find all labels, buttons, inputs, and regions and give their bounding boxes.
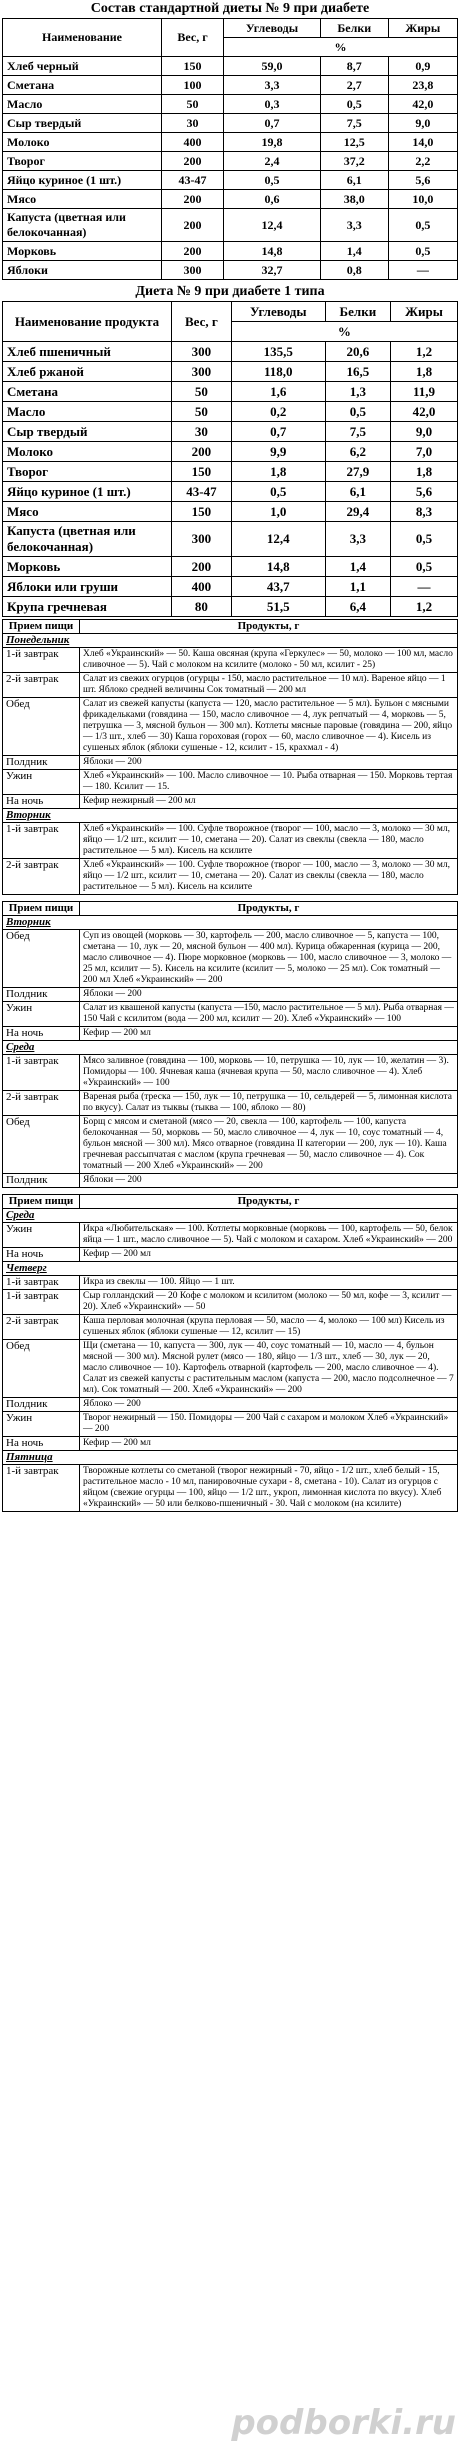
food-row [3,462,458,482]
meal-products: Яблоки — 200 [80,988,458,1002]
meal-name: 2-й завтрак [3,673,80,698]
meal-products: Салат из свежей капусты (капуста — 120, масло растительное — 5 мл). Бульон с мясными фрикадельками (говядина — 150, масло сливочное — 4, лук репчатый — 4, морковь — 5, петрушка — 3, мясной бульон — 300 мл). Котлеты мясные паровые (говядина — 200, яйцо — 1/3 шт., хлеб — 30) Каша гороховая (горох — 60, масло сливочное — 4). Кисель из сушеных яблок (яблоки сушеные - 12, ксилит - 15, крахмал - 4) [80,698,458,756]
menu-row [3,930,458,988]
food-fat: 10,0 [388,190,457,209]
menu-rows [3,916,458,1188]
menu-row [3,988,458,1002]
food-weight: 400 [162,133,224,152]
food-protein: 1,3 [325,382,390,402]
food-name: Хлеб пшеничный [3,342,172,362]
meal-products: Суп из овощей (морковь — 30, картофель — 200, масло сливочное — 5, капуста — 100, сметана — 10, лук — 20, мясной бульон — 400 мл). Курица обжаренная (курица — 200, масло сливочное — 4). Пюре морковное (морковь — 100, масло сливочное — 3, молоко — 25 мл, ксилит — 5). Кисель на ксилите (ксилит — 5, молоко — 25 мл). Сок томатный — 200 мл Хлеб «Украинский» — 200 [80,930,458,988]
meal-name: Полдник [3,988,80,1002]
food-protein: 29,4 [325,502,390,522]
meal-products: Яблоки — 200 [80,1174,458,1188]
menu-rows [3,634,458,895]
food-name: Яблоки или груши [3,577,172,597]
food-fat: 42,0 [388,95,457,114]
food-protein: 20,6 [325,342,390,362]
food-protein: 0,8 [320,261,388,280]
food-carbs: 0,5 [231,482,325,502]
food-carbs: 43,7 [231,577,325,597]
meal-name: Ужин [3,770,80,795]
food-fat: 42,0 [391,402,458,422]
menu-row [3,1116,458,1174]
food-weight: 300 [172,522,232,557]
day-label: Среда [3,1209,458,1223]
food-protein: 3,3 [320,209,388,242]
food-row [3,242,458,261]
meal-name: На ночь [3,1437,80,1451]
food-fat: 7,0 [391,442,458,462]
food-name: Хлеб ржаной [3,362,172,382]
meal-products: Щи (сметана — 10, капуста — 300, лук — 40, соус томатный — 10, масло — 4, бульон мясной — 300 мл). Мясной рулет (мясо — 180, яйцо — 1/3 шт., хлеб — 30, лук — 20, масло сливочное — 10). Картофель отварной (картофель — 200, масло сливочное — 4). Салат из свежей капусты с растительным маслом (капуста — 200, масло подсолнечное — 7 мл). Сок томатный — 200. Хлеб «Украинский» — 200 [80,1340,458,1398]
food-name: Морковь [3,242,162,261]
food-carbs: 14,8 [224,242,321,261]
food-name: Творог [3,152,162,171]
food-row [3,133,458,152]
food-weight: 300 [162,261,224,280]
food-row [3,362,458,382]
food-fat: 23,8 [388,76,457,95]
meal-header: Прием пищи [3,1195,80,1209]
menu-row [3,1091,458,1116]
meal-products: Икра «Любительская» — 100. Котлеты морковные (морковь — 100, картофель — 50, белок яйца — 1 шт., масло сливочное — 5). Чай с молоком и сахаром. Хлеб «Украинский» — 200 [80,1223,458,1248]
meal-name: 1-й завтрак [3,1055,80,1091]
weekly-menu-table-1 [2,619,458,895]
food-protein: 7,5 [320,114,388,133]
food-fat: 1,2 [391,342,458,362]
food-name: Хлеб черный [3,57,162,76]
food-row [3,76,458,95]
meal-products: Кефир — 200 мл [80,1027,458,1041]
col-fat-header: Жиры [388,19,457,38]
menu-row [3,1398,458,1412]
food-name: Молоко [3,133,162,152]
food-protein: 8,7 [320,57,388,76]
food-fat: 9,0 [388,114,457,133]
food-name: Мясо [3,502,172,522]
food-fat: 2,2 [388,152,457,171]
food-protein: 1,1 [325,577,390,597]
food-carbs: 14,8 [231,557,325,577]
food-weight: 100 [162,76,224,95]
menu-row [3,770,458,795]
meal-name: Обед [3,1116,80,1174]
food-carbs: 9,9 [231,442,325,462]
food-weight: 300 [172,362,232,382]
food-name: Масло [3,95,162,114]
food-carbs: 1,6 [231,382,325,402]
food-carbs: 51,5 [231,597,325,617]
meal-products: Творожные котлеты со сметаной (творог нежирный - 70, яйцо - 1/2 шт., хлеб белый - 15, растительное масло - 10 мл, панировочные сухари - 8, сметана - 10). Салат из огурцов с яйцом (свежие огурцы — 100, яйцо — 1/2 шт., укроп, лимонная кислота по вкусу). Хлеб «Украинский» — 50 или белково-пшеничный - 30. Чай с молоком (на ксилите) [80,1465,458,1512]
food-fat: 5,6 [388,171,457,190]
food-fat: 0,5 [391,557,458,577]
menu-row [3,1465,458,1512]
food-name: Сыр твердый [3,114,162,133]
food-carbs: 3,3 [224,76,321,95]
day-row [3,1041,458,1055]
food-name: Сметана [3,382,172,402]
food-name: Сыр твердый [3,422,172,442]
menu-row [3,1248,458,1262]
food-carbs: 19,8 [224,133,321,152]
meal-products: Сыр голландский — 20 Кофе с молоком и ксилитом (молоко — 50 мл, кофе — 3, ксилит — 20). Хлеб «Украинский» — 50 [80,1290,458,1315]
meal-products: Хлеб «Украинский» — 100. Суфле творожное (творог — 100, масло — 3, молоко — 30 мл, яйцо — 1/2 шт., ксилит — 10, сметана — 20). Салат из свеклы (свекла — 180, масло растительное — 5 мл). Кисель на ксилите [80,823,458,859]
meal-name: На ночь [3,1027,80,1041]
col-carbs-header: Углеводы [231,302,325,322]
food-protein: 6,4 [325,597,390,617]
food-weight: 400 [172,577,232,597]
menu-rows [3,1209,458,1512]
food-protein: 0,5 [325,402,390,422]
menu-row [3,859,458,895]
food-name: Крупа гречневая [3,597,172,617]
meal-name: 2-й завтрак [3,1315,80,1340]
food-row [3,482,458,502]
food-fat: 11,9 [391,382,458,402]
food-row [3,57,458,76]
food-protein: 38,0 [320,190,388,209]
meal-name: 2-й завтрак [3,859,80,895]
food-weight: 43-47 [172,482,232,502]
day-row [3,809,458,823]
diet9-type1-rows [3,342,458,617]
food-protein: 27,9 [325,462,390,482]
food-protein: 16,5 [325,362,390,382]
diet9-composition-table [2,18,458,280]
col-name-header: Наименование [3,19,162,57]
meal-products: Хлеб «Украинский» — 100. Масло сливочное — 10. Рыба отварная — 150. Морковь тертая — 180. Ксилит — 15. [80,770,458,795]
food-protein: 6,1 [320,171,388,190]
menu-row [3,1223,458,1248]
diet9-type1-title: Диета № 9 при диабете 1 типа [135,284,325,299]
food-row [3,422,458,442]
watermark: podborki.ru [231,2403,456,2443]
menu-row [3,795,458,809]
food-carbs: 32,7 [224,261,321,280]
menu-row [3,1315,458,1340]
food-weight: 30 [172,422,232,442]
menu-row [3,1027,458,1041]
menu-row [3,1437,458,1451]
food-protein: 1,4 [325,557,390,577]
products-header: Продукты, г [80,620,458,634]
food-carbs: 0,6 [224,190,321,209]
day-label: Понедельник [3,634,458,648]
food-row [3,597,458,617]
food-weight: 200 [162,152,224,171]
weekly-menu-table-2 [2,901,458,1188]
food-name: Морковь [3,557,172,577]
food-carbs: 0,7 [224,114,321,133]
food-row [3,209,458,242]
menu-row [3,1002,458,1027]
food-weight: 43-47 [162,171,224,190]
food-weight: 200 [172,557,232,577]
col-weight-header: Вес, г [162,19,224,57]
unit-header: % [224,38,458,57]
meal-products: Салат из свежих огурцов (огурцы - 150, масло растительное — 10 мл). Вареное яйцо — 1 шт. Яблоко средней величины Сок томатный — 200 мл [80,673,458,698]
meal-name: Обед [3,698,80,756]
day-row [3,1262,458,1276]
food-carbs: 0,5 [224,171,321,190]
unit-header: % [231,322,457,342]
meal-name: Ужин [3,1412,80,1437]
food-row [3,342,458,362]
menu-row [3,1290,458,1315]
food-row [3,95,458,114]
food-weight: 80 [172,597,232,617]
food-protein: 0,5 [320,95,388,114]
food-carbs: 59,0 [224,57,321,76]
weekly-menu-table-3 [2,1194,458,1512]
food-carbs: 0,7 [231,422,325,442]
menu-row [3,823,458,859]
food-name: Яйцо куриное (1 шт.) [3,171,162,190]
food-row [3,261,458,280]
meal-name: 1-й завтрак [3,1276,80,1290]
menu-row [3,1055,458,1091]
day-row [3,916,458,930]
meal-name: Полдник [3,1398,80,1412]
food-carbs: 1,0 [231,502,325,522]
day-label: Пятница [3,1451,458,1465]
food-carbs: 0,2 [231,402,325,422]
food-name: Творог [3,462,172,482]
col-protein-header: Белки [325,302,390,322]
food-row [3,442,458,462]
meal-products: Салат из квашеной капусты (капуста —150, масло растительное — 5 мл). Рыба отварная —150 Чай с ксилитом (вода — 200 мл, ксилит — 20). Хлеб «Украинский» — 100 [80,1002,458,1027]
food-protein: 6,2 [325,442,390,462]
food-name: Яблоки [3,261,162,280]
menu-row [3,1174,458,1188]
meal-products: Яблоко — 200 [80,1398,458,1412]
col-fat-header: Жиры [391,302,458,322]
food-name: Капуста (цветная или белокочанная) [3,209,162,242]
meal-products: Мясо заливное (говядина — 100, морковь — 10, петрушка — 10, лук — 10, желатин — 3). Помидоры — 100. Ячневая каша (ячневая крупа — 50, масло сливочное — 4). Хлеб «Украинский» — 100 [80,1055,458,1091]
day-label: Вторник [3,809,458,823]
meal-header: Прием пищи [3,620,80,634]
day-row [3,1451,458,1465]
food-fat: — [388,261,457,280]
food-row [3,152,458,171]
meal-products: Каша перловая молочная (крупа перловая — 50, масло — 4, молоко — 100 мл) Кисель из сушеных яблок (яблоки сушеные — 12, ксилит — 15) [80,1315,458,1340]
food-name: Яйцо куриное (1 шт.) [3,482,172,502]
meal-name: 1-й завтрак [3,823,80,859]
meal-header: Прием пищи [3,902,80,916]
col-name-header: Наименование продукта [3,302,172,342]
food-row [3,382,458,402]
food-weight: 50 [172,382,232,402]
meal-products: Хлеб «Украинский» — 100. Суфле творожное (творог — 100, масло — 3, молоко — 30 мл, яйцо — 1/2 шт., ксилит — 10, сметана — 20). Салат из свеклы (свекла — 180, масло растительное — 5 мл). Кисель на ксилите [80,859,458,895]
diet9-type1-table [2,301,458,617]
meal-products: Хлеб «Украинский» — 50. Каша овсяная (крупа «Геркулес» — 50, молоко — 100 мл, масло сливочное — 5). Чай с молоком на ксилите (молоко - 50 мл, ксилит - 25) [80,648,458,673]
food-row [3,402,458,422]
food-protein: 2,7 [320,76,388,95]
food-weight: 150 [162,57,224,76]
products-header: Продукты, г [80,902,458,916]
food-protein: 1,4 [320,242,388,261]
food-row [3,190,458,209]
day-label: Четверг [3,1262,458,1276]
menu-row [3,1412,458,1437]
food-carbs: 12,4 [231,522,325,557]
food-fat: 5,6 [391,482,458,502]
food-protein: 12,5 [320,133,388,152]
food-name: Сметана [3,76,162,95]
food-weight: 200 [162,242,224,261]
col-protein-header: Белки [320,19,388,38]
food-protein: 37,2 [320,152,388,171]
menu-row [3,673,458,698]
food-fat: 1,8 [391,462,458,482]
food-fat: — [391,577,458,597]
meal-products: Вареная рыба (треска — 150, лук — 10, петрушка — 10, сельдерей — 5, лимонная кислота по вкусу). Салат из тыквы (тыква — 100, яблоко — 80) [80,1091,458,1116]
food-fat: 0,9 [388,57,457,76]
meal-name: Ужин [3,1002,80,1027]
food-fat: 14,0 [388,133,457,152]
food-protein: 3,3 [325,522,390,557]
food-row [3,557,458,577]
food-weight: 150 [172,462,232,482]
food-protein: 6,1 [325,482,390,502]
meal-name: Полдник [3,756,80,770]
menu-row [3,756,458,770]
food-row [3,502,458,522]
food-row [3,114,458,133]
food-name: Молоко [3,442,172,462]
food-fat: 1,2 [391,597,458,617]
meal-name: 1-й завтрак [3,1465,80,1512]
meal-name: 1-й завтрак [3,1290,80,1315]
food-row [3,522,458,557]
food-fat: 9,0 [391,422,458,442]
meal-products: Кефир — 200 мл [80,1248,458,1262]
food-weight: 300 [172,342,232,362]
day-row [3,1209,458,1223]
food-weight: 200 [162,209,224,242]
food-fat: 8,3 [391,502,458,522]
meal-products: Кефир — 200 мл [80,1437,458,1451]
food-carbs: 2,4 [224,152,321,171]
food-name: Масло [3,402,172,422]
food-carbs: 0,3 [224,95,321,114]
col-weight-header: Вес, г [172,302,232,342]
food-weight: 30 [162,114,224,133]
meal-name: 2-й завтрак [3,1091,80,1116]
day-label: Вторник [3,916,458,930]
products-header: Продукты, г [80,1195,458,1209]
food-row [3,577,458,597]
food-fat: 0,5 [388,242,457,261]
meal-name: Обед [3,1340,80,1398]
food-weight: 200 [162,190,224,209]
food-fat: 1,8 [391,362,458,382]
meal-products: Творог нежирный — 150. Помидоры — 200 Чай с сахаром и молоком Хлеб «Украинский» — 200 [80,1412,458,1437]
food-name: Капуста (цветная или белокочанная) [3,522,172,557]
meal-name: На ночь [3,1248,80,1262]
food-weight: 150 [172,502,232,522]
meal-name: Полдник [3,1174,80,1188]
food-weight: 50 [162,95,224,114]
meal-name: 1-й завтрак [3,648,80,673]
food-weight: 200 [172,442,232,462]
food-name: Мясо [3,190,162,209]
meal-products: Яблоки — 200 [80,756,458,770]
food-row [3,171,458,190]
food-carbs: 118,0 [231,362,325,382]
diet9-title: Состав стандартной диеты № 9 при диабете [90,1,370,16]
food-carbs: 135,5 [231,342,325,362]
food-fat: 0,5 [388,209,457,242]
meal-products: Икра из свеклы — 100. Яйцо — 1 шт. [80,1276,458,1290]
meal-name: На ночь [3,795,80,809]
menu-row [3,698,458,756]
food-protein: 7,5 [325,422,390,442]
menu-row [3,648,458,673]
food-carbs: 1,8 [231,462,325,482]
food-carbs: 12,4 [224,209,321,242]
day-row [3,634,458,648]
menu-row [3,1340,458,1398]
meal-name: Ужин [3,1223,80,1248]
food-fat: 0,5 [391,522,458,557]
col-carbs-header: Углеводы [224,19,321,38]
meal-name: Обед [3,930,80,988]
food-weight: 50 [172,402,232,422]
diet9-rows [3,57,458,280]
menu-row [3,1276,458,1290]
meal-products: Кефир нежирный — 200 мл [80,795,458,809]
meal-products: Борщ с мясом и сметаной (мясо — 20, свекла — 100, картофель — 100, капуста белокочанная — 50, морковь — 50, масло сливочное — 4, лук — 10, соус томатный — 4, бульон мясной — 300 мл). Мясо отварное (говядина II категории — 200, лук — 10). Каша гречневая рассыпчатая с маслом (крупа гречневая — 50, масло сливочное — 4). Сок томатный — 200 Хлеб «Украинский» — 200 [80,1116,458,1174]
day-label: Среда [3,1041,458,1055]
